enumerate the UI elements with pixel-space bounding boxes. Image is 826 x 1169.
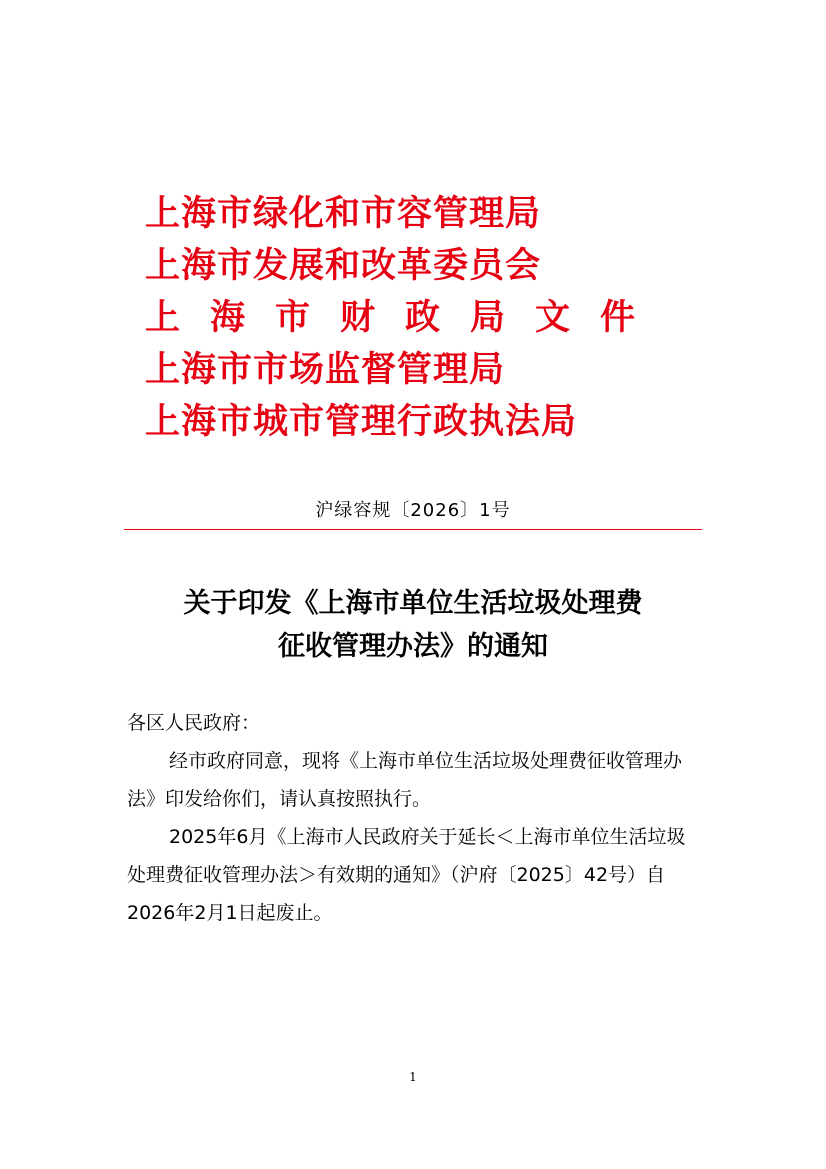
page-number: 1	[409, 1070, 417, 1084]
issuer-urban-management-enforcement: 上海市城市管理行政执法局	[145, 401, 578, 442]
salutation: 各区人民政府：	[127, 712, 261, 734]
red-divider-line	[124, 529, 702, 530]
issuer-market-supervision: 上海市市场监督管理局	[145, 349, 506, 390]
body-paragraph-2: 2025年6月《上海市人民政府关于延长＜上海市单位生活垃圾处理费征收管理办法＞有效期的通知》（沪府〔2025〕42号）自2026年2月1日起废止。	[127, 826, 686, 924]
title-line-2: 征收管理办法》的通知	[278, 631, 548, 662]
issuer-development-reform: 上海市发展和改革委员会	[145, 245, 542, 286]
issuing-authorities-block	[145, 188, 665, 448]
title-line-1: 关于印发《上海市单位生活垃圾处理费	[183, 588, 643, 619]
document-body	[127, 704, 702, 932]
body-paragraph-1: 经市政府同意，现将《上海市单位生活垃圾处理费征收管理办法》印发给你们，请认真按照执行。	[127, 750, 683, 810]
document-number: 沪绿容规〔2026〕1号	[315, 500, 511, 521]
issuer-finance-bureau-document: 上海市财政局文件	[145, 297, 666, 338]
document-title	[0, 582, 826, 668]
issuer-greening-city-appearance: 上海市绿化和市容管理局	[145, 193, 542, 234]
